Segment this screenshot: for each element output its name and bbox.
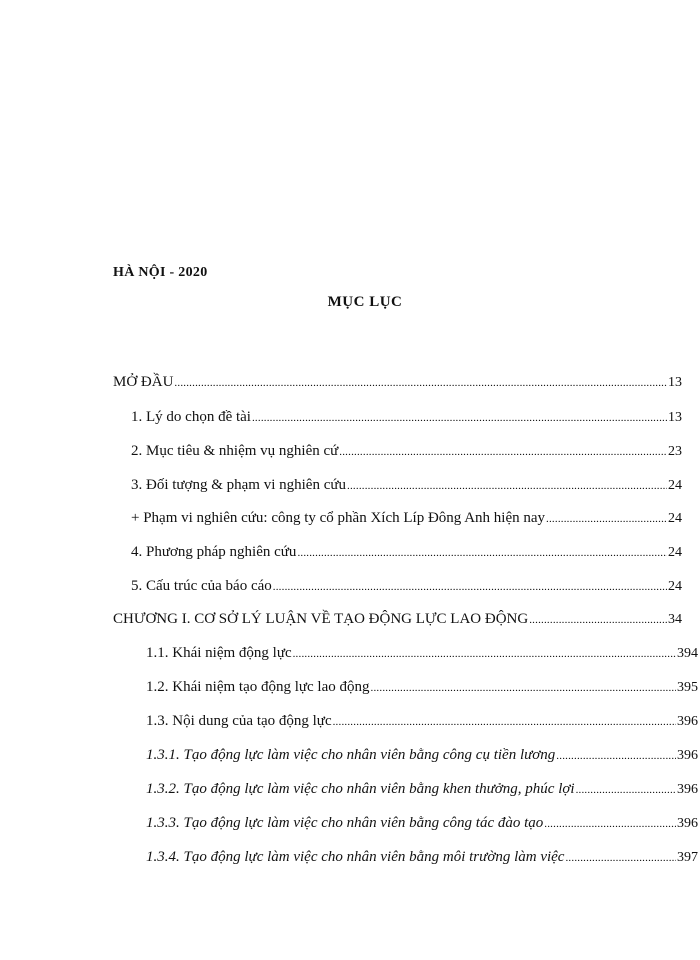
toc-entry-page: 396	[677, 748, 698, 763]
toc-entry-4[interactable]	[131, 544, 682, 564]
toc-entry-1[interactable]	[131, 409, 682, 429]
dot-leader	[293, 648, 676, 660]
dot-leader	[252, 412, 667, 424]
toc-entry-page: 13	[668, 375, 682, 390]
dot-leader	[273, 581, 667, 593]
toc-entry-pham-vi[interactable]	[131, 510, 682, 530]
place-date: HÀ NỘI - 2020	[113, 265, 208, 280]
dot-leader	[371, 682, 676, 694]
toc-entry-label: 1.3.3. Tạo động lực làm việc cho nhân viên bằng công tác đào tạo	[146, 815, 544, 831]
toc-entry-page: 394	[677, 646, 698, 661]
dot-leader	[174, 377, 667, 389]
toc-entry-1-3-1[interactable]	[146, 747, 698, 767]
toc-entry-1-1[interactable]	[146, 645, 698, 665]
toc-entry-page: 397	[677, 850, 698, 865]
toc-entry-page: 24	[668, 478, 682, 493]
toc-entry-chuong-1[interactable]	[113, 611, 682, 631]
toc-entry-page: 395	[677, 680, 698, 695]
toc-entry-mo-dau[interactable]	[113, 374, 682, 394]
toc-entry-page: 396	[677, 714, 698, 729]
toc-entry-label: + Phạm vi nghiên cứu: công ty cổ phần Xích Líp Đông Anh hiện nay	[131, 510, 546, 526]
dot-leader	[565, 852, 676, 864]
toc-entry-label: 5. Cấu trúc của báo cáo	[131, 578, 272, 594]
toc-entry-page: 34	[668, 612, 682, 627]
dot-leader	[576, 784, 676, 796]
toc-entry-label: 1.3.2. Tạo động lực làm việc cho nhân viên bằng khen thưởng, phúc lợi	[146, 781, 575, 797]
toc-entry-1-3[interactable]	[146, 713, 698, 733]
toc-entry-page: 24	[668, 511, 682, 526]
toc-entry-label: 1.2. Khái niệm tạo động lực lao động	[146, 679, 370, 695]
toc-entry-page: 23	[668, 444, 682, 459]
toc-entry-5[interactable]	[131, 578, 682, 598]
toc-entry-label: 1.3. Nội dung của tạo động lực	[146, 713, 332, 729]
toc-entry-label: 2. Mục tiêu & nhiệm vụ nghiên cứ	[131, 443, 339, 459]
toc-title: MỤC LỤC	[327, 294, 403, 310]
dot-leader	[347, 480, 667, 492]
toc-entry-label: 1.3.4. Tạo động lực làm việc cho nhân viên bằng môi trường làm việc	[146, 849, 565, 865]
toc-entry-page: 24	[668, 545, 682, 560]
toc-entry-1-2[interactable]	[146, 679, 698, 699]
toc-entry-label: 1.3.1. Tạo động lực làm việc cho nhân viên bằng công cụ tiền lương	[146, 747, 556, 763]
toc-entry-label: 1. Lý do chọn đề tài	[131, 409, 251, 425]
toc-entry-1-3-2[interactable]	[146, 781, 698, 801]
toc-entry-page: 396	[677, 782, 698, 797]
toc-entry-1-3-3[interactable]	[146, 815, 698, 835]
dot-leader	[556, 750, 676, 762]
toc-entry-1-3-4[interactable]	[146, 849, 698, 869]
toc-entry-page: 13	[668, 410, 682, 425]
toc-entry-2[interactable]	[131, 443, 682, 463]
toc-entry-page: 24	[668, 579, 682, 594]
dot-leader	[529, 614, 667, 626]
toc-entry-label: 3. Đối tượng & phạm vi nghiên cứu	[131, 477, 347, 493]
toc-entry-label: MỞ ĐẦU	[113, 374, 174, 390]
toc-entry-3[interactable]	[131, 477, 682, 497]
toc-entry-label: 4. Phương pháp nghiên cứu	[131, 544, 297, 560]
dot-leader	[546, 513, 667, 525]
toc-entry-label: 1.1. Khái niệm động lực	[146, 645, 292, 661]
dot-leader	[339, 446, 667, 458]
dot-leader	[297, 547, 667, 559]
toc-entry-page: 396	[677, 816, 698, 831]
toc-entry-label: CHƯƠNG I. CƠ SỞ LÝ LUẬN VỀ TẠO ĐỘNG LỰC LAO ĐỘNG	[113, 611, 529, 627]
dot-leader	[333, 716, 676, 728]
dot-leader	[544, 818, 676, 830]
